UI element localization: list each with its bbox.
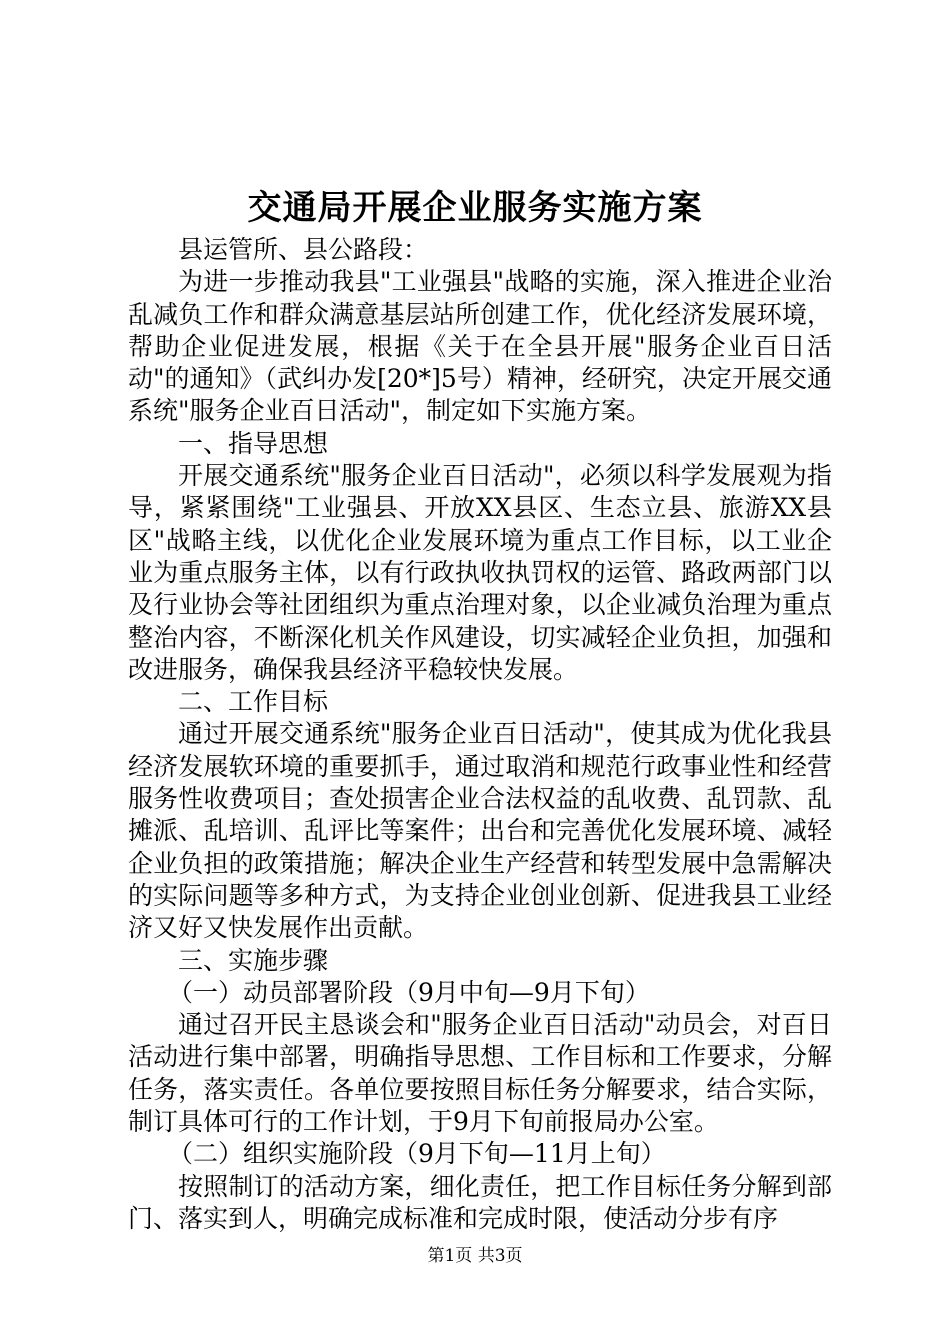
paragraph-implementation-phase: 按照制订的活动方案，细化责任，把工作目标任务分解到部门、落实到人，明确完成标准和完成时限，使活动分步有序 bbox=[128, 1171, 832, 1233]
page-number-footer: 第1页 共3页 bbox=[427, 1246, 523, 1266]
document-title: 交通局开展企业服务实施方案 bbox=[247, 188, 703, 228]
paragraph-guiding-thought: 开展交通系统"服务企业百日活动"，必须以科学发展观为指导，紧紧围绕"工业强县、开放XX县区、生态立县、旅游XX县区"战略主线，以优化企业发展环境为重点工作目标，以工业企业为重点服务主体，以有行政执收执罚权的运管、路政两部门以及行业协会等社团组织为重点治理对象，以企业减负治理为重点整治内容，不断深化机关作风建设，切实减轻企业负担，加强和改进服务，确保我县经济平稳较快发展。 bbox=[128, 461, 832, 684]
salutation: 县运管所、县公路段： bbox=[178, 235, 429, 264]
section-heading-work-goals: 二、工作目标 bbox=[178, 687, 329, 717]
paragraph-work-goals: 通过开展交通系统"服务企业百日活动"，使其成为优化我县经济发展软环境的重要抓手，通过取消和规范行政事业性和经营服务性收费项目；查处损害企业合法权益的乱收费、乱罚款、乱摊派、乱培训、乱评比等案件；出台和完善优化发展环境、减轻企业负担的政策措施；解决企业生产经营和转型发展中急需解决的实际问题等多种方式，为支持企业创业创新、促进我县工业经济又好又快发展作出贡献。 bbox=[128, 719, 832, 943]
subheading-implementation-phase: （二）组织实施阶段（9月下旬—11月上旬） bbox=[168, 1139, 666, 1169]
paragraph-intro: 为进一步推动我县"工业强县"战略的实施，深入推进企业治乱减负工作和群众满意基层站所创建工作，优化经济发展环境，帮助企业促进发展，根据《关于在全县开展"服务企业百日活动"的通知》（武纠办发[20*]5号）精神，经研究，决定开展交通系统"服务企业百日活动"，制定如下实施方案。 bbox=[128, 267, 832, 426]
document-body bbox=[128, 234, 832, 1235]
section-heading-guiding-thought: 一、指导思想 bbox=[178, 428, 329, 458]
paragraph-mobilization-phase: 通过召开民主恳谈会和"服务企业百日活动"动员会，对百日活动进行集中部署，明确指导思想、工作目标和工作要求，分解任务，落实责任。各单位要按照目标任务分解要求，结合实际，制订具体可行的工作计划，于9月下旬前报局办公室。 bbox=[128, 1010, 832, 1137]
subheading-mobilization-phase: （一）动员部署阶段（9月中旬—9月下旬） bbox=[168, 977, 650, 1007]
section-heading-implementation-steps: 三、实施步骤 bbox=[178, 945, 329, 975]
